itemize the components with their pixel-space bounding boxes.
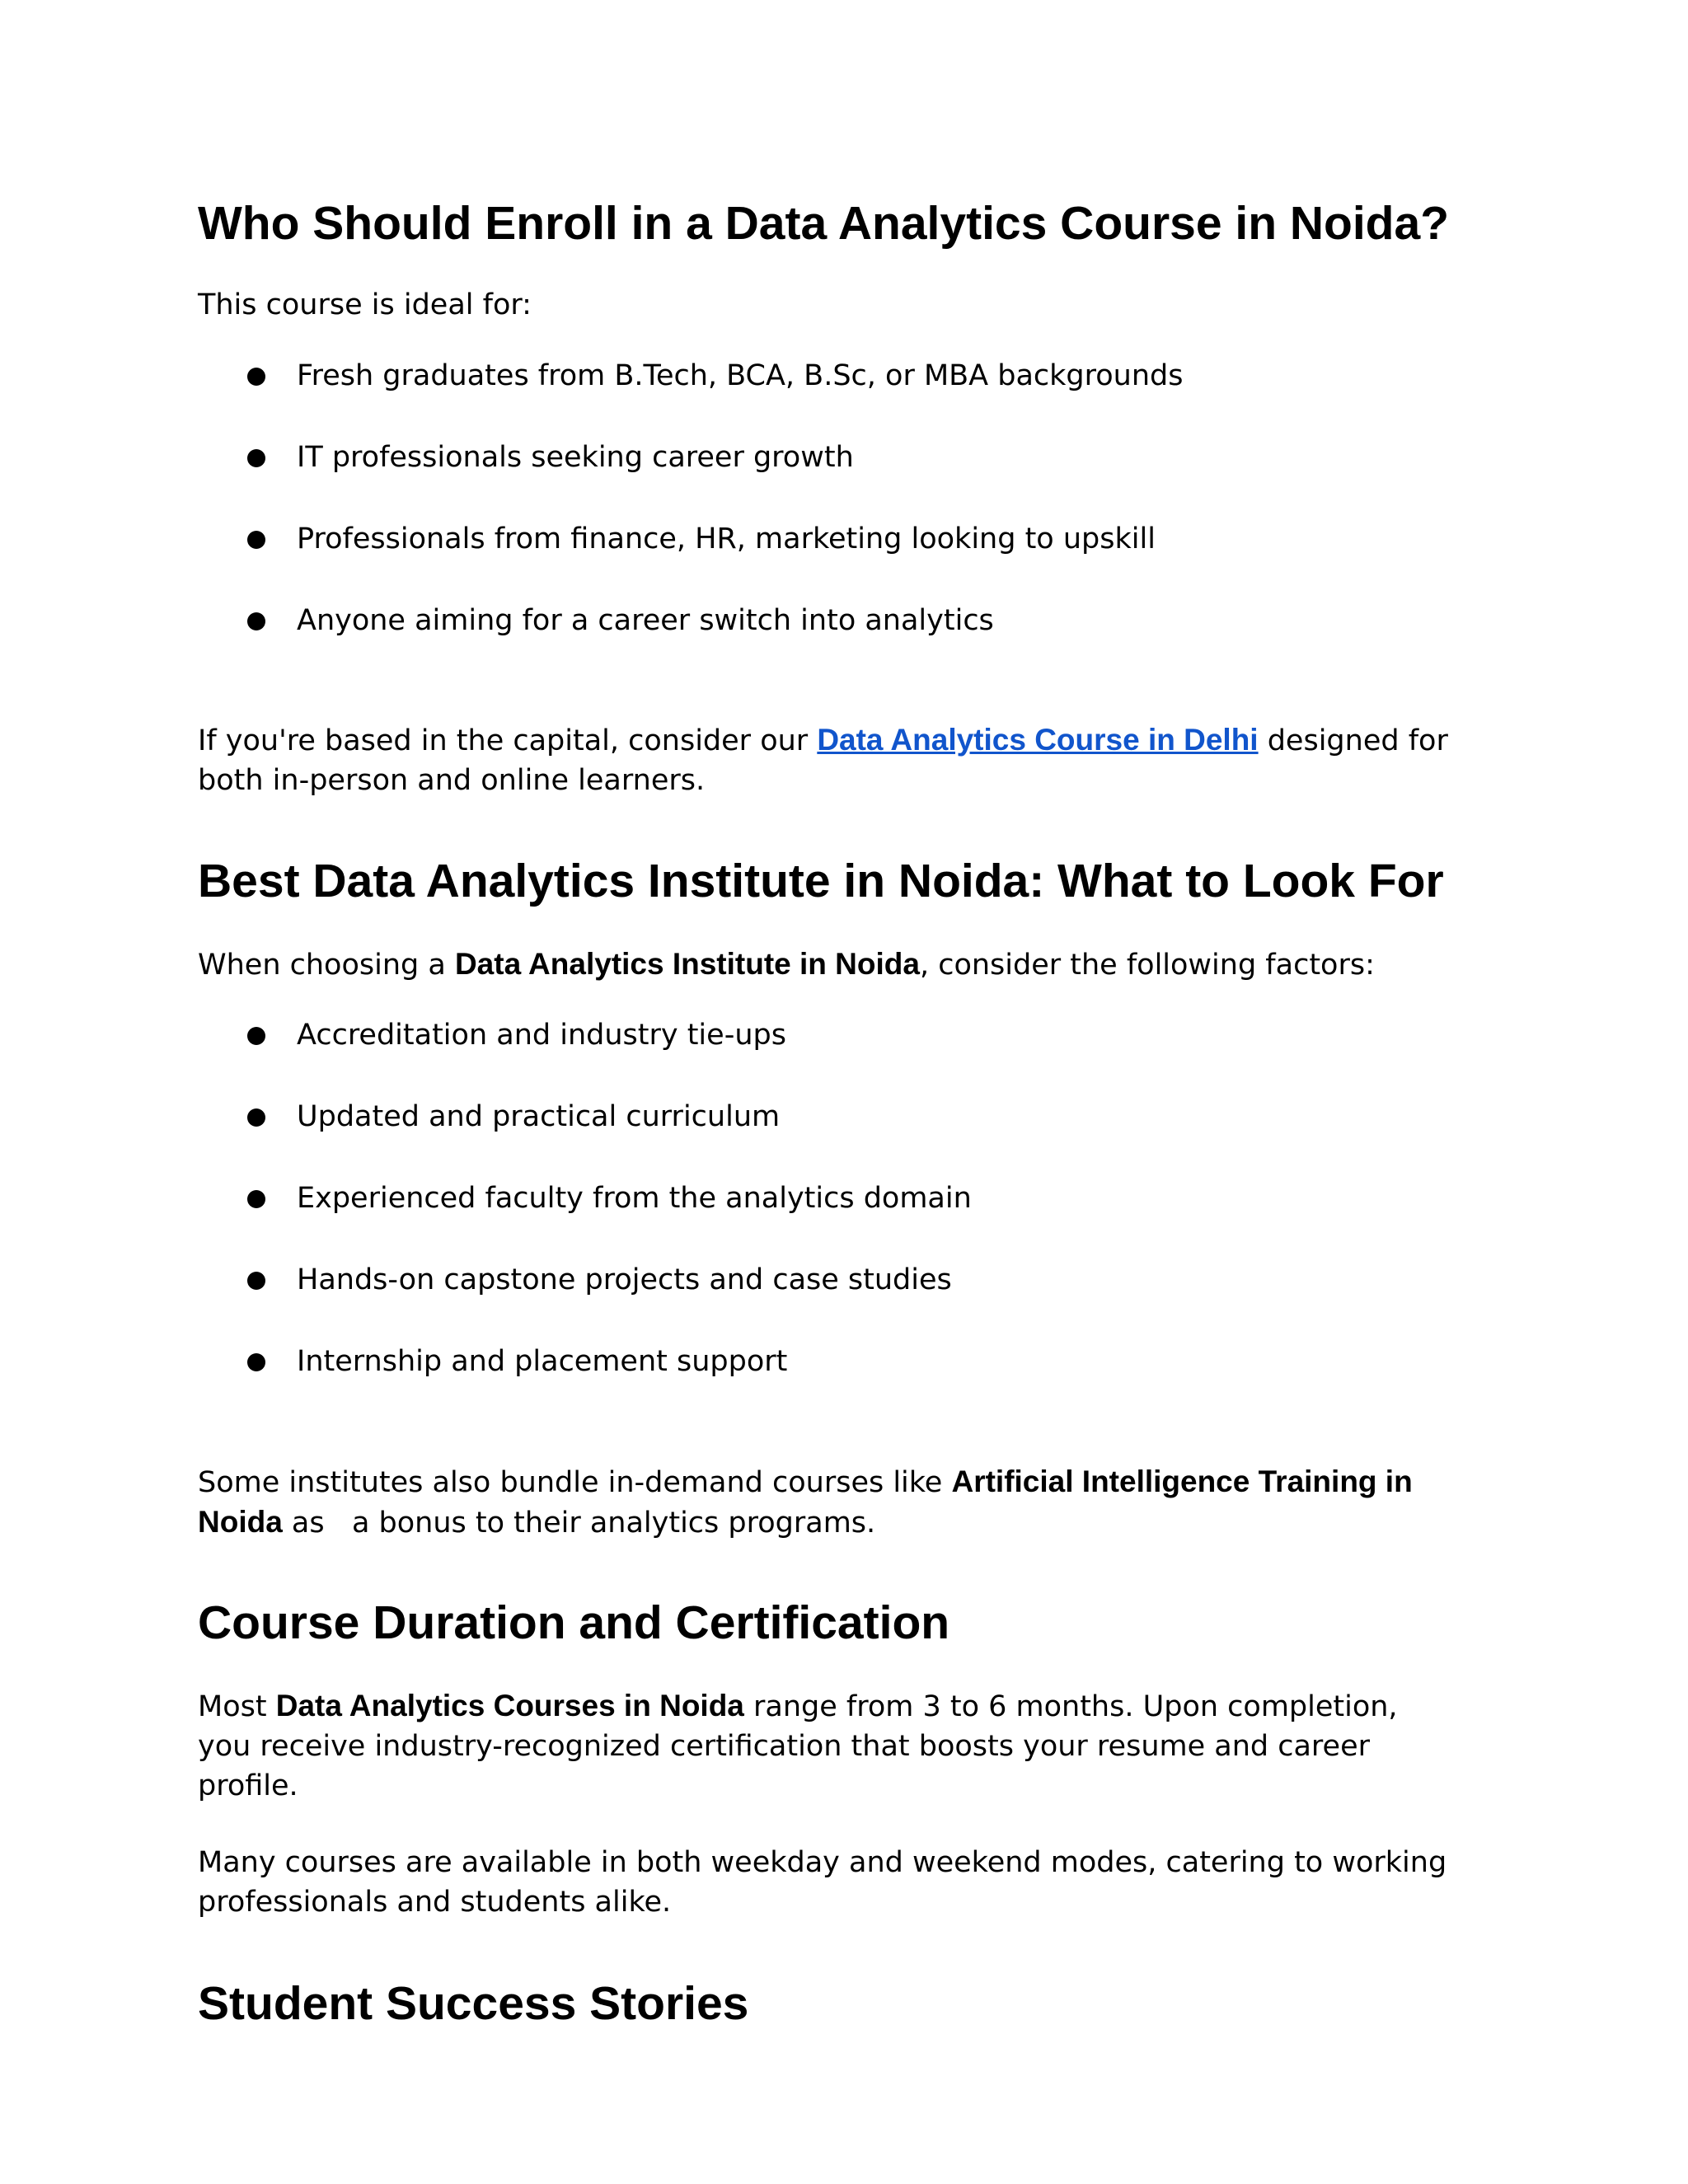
section-paragraph: Many courses are available in both weekday and weekend modes, catering to working professionals and students alike. xyxy=(198,1846,1447,1919)
section-paragraph xyxy=(198,1686,1451,1806)
text-run: range from 3 to 6 months. Upon completion, you receive industry-recognized certification that boosts your resume and career profile. xyxy=(198,1690,1398,1802)
delhi-course-link[interactable]: Data Analytics Course in Delhi xyxy=(817,723,1259,757)
list-item-text: Hands-on capstone projects and case studies xyxy=(297,1263,952,1296)
text-run: as a bonus to their analytics programs. xyxy=(282,1507,876,1540)
text-run: When choosing a xyxy=(198,949,455,982)
list-item xyxy=(198,438,1183,519)
bullet-list-factors xyxy=(198,1015,972,1423)
section-heading-who-should-enroll: Who Should Enroll in a Data Analytics Course in Noida? xyxy=(198,197,1450,250)
bullet-icon xyxy=(247,1108,265,1127)
list-item xyxy=(198,519,1183,601)
text-run: If you're based in the capital, consider our xyxy=(198,724,818,757)
section-intro: This course is ideal for: xyxy=(198,288,532,321)
text-run: Most xyxy=(198,1690,276,1723)
list-item xyxy=(198,356,1183,438)
list-item xyxy=(198,1342,972,1423)
bullet-icon xyxy=(247,449,265,467)
list-item xyxy=(198,601,1183,682)
section-heading-best-institute: Best Data Analytics Institute in Noida: What to Look For xyxy=(198,855,1444,907)
bullet-list-audience xyxy=(198,356,1183,682)
list-item xyxy=(198,1179,972,1260)
bullet-icon xyxy=(247,1027,265,1045)
section-intro xyxy=(198,944,1451,985)
text-run: designed for both in-person and online learners. xyxy=(198,724,1448,797)
section-closing-paragraph xyxy=(198,720,1451,800)
bold-text: Data Analytics Institute in Noida xyxy=(454,947,920,981)
bullet-icon xyxy=(247,612,265,630)
bold-text: Artificial Intelligence Training in Noida xyxy=(198,1465,1413,1539)
text-run: Some institutes also bundle in-demand courses like xyxy=(198,1466,952,1499)
section-closing-paragraph xyxy=(198,1462,1451,1543)
list-item-text: Accreditation and industry tie-ups xyxy=(297,1019,786,1052)
section-heading-success-stories: Student Success Stories xyxy=(198,1977,749,2030)
list-item-text: IT professionals seeking career growth xyxy=(297,441,854,474)
bullet-icon xyxy=(247,368,265,386)
list-item xyxy=(198,1015,972,1097)
list-item-text: Fresh graduates from B.Tech, BCA, B.Sc, or MBA backgrounds xyxy=(297,359,1184,392)
bullet-icon xyxy=(247,1353,265,1371)
list-item-text: Experienced faculty from the analytics domain xyxy=(297,1182,972,1215)
bullet-icon xyxy=(247,531,265,549)
list-item xyxy=(198,1097,972,1179)
text-run: , consider the following factors: xyxy=(919,949,1375,982)
list-item-text: Professionals from finance, HR, marketing looking to upskill xyxy=(297,523,1156,555)
bullet-icon xyxy=(247,1272,265,1290)
list-item-text: Internship and placement support xyxy=(297,1345,788,1378)
bold-text: Data Analytics Courses in Noida xyxy=(275,1689,744,1722)
list-item xyxy=(198,1260,972,1342)
section-heading-course-duration: Course Duration and Certification xyxy=(198,1596,950,1649)
list-item-text: Updated and practical curriculum xyxy=(297,1100,781,1133)
list-item-text: Anyone aiming for a career switch into analytics xyxy=(297,604,994,637)
bullet-icon xyxy=(247,1190,265,1208)
